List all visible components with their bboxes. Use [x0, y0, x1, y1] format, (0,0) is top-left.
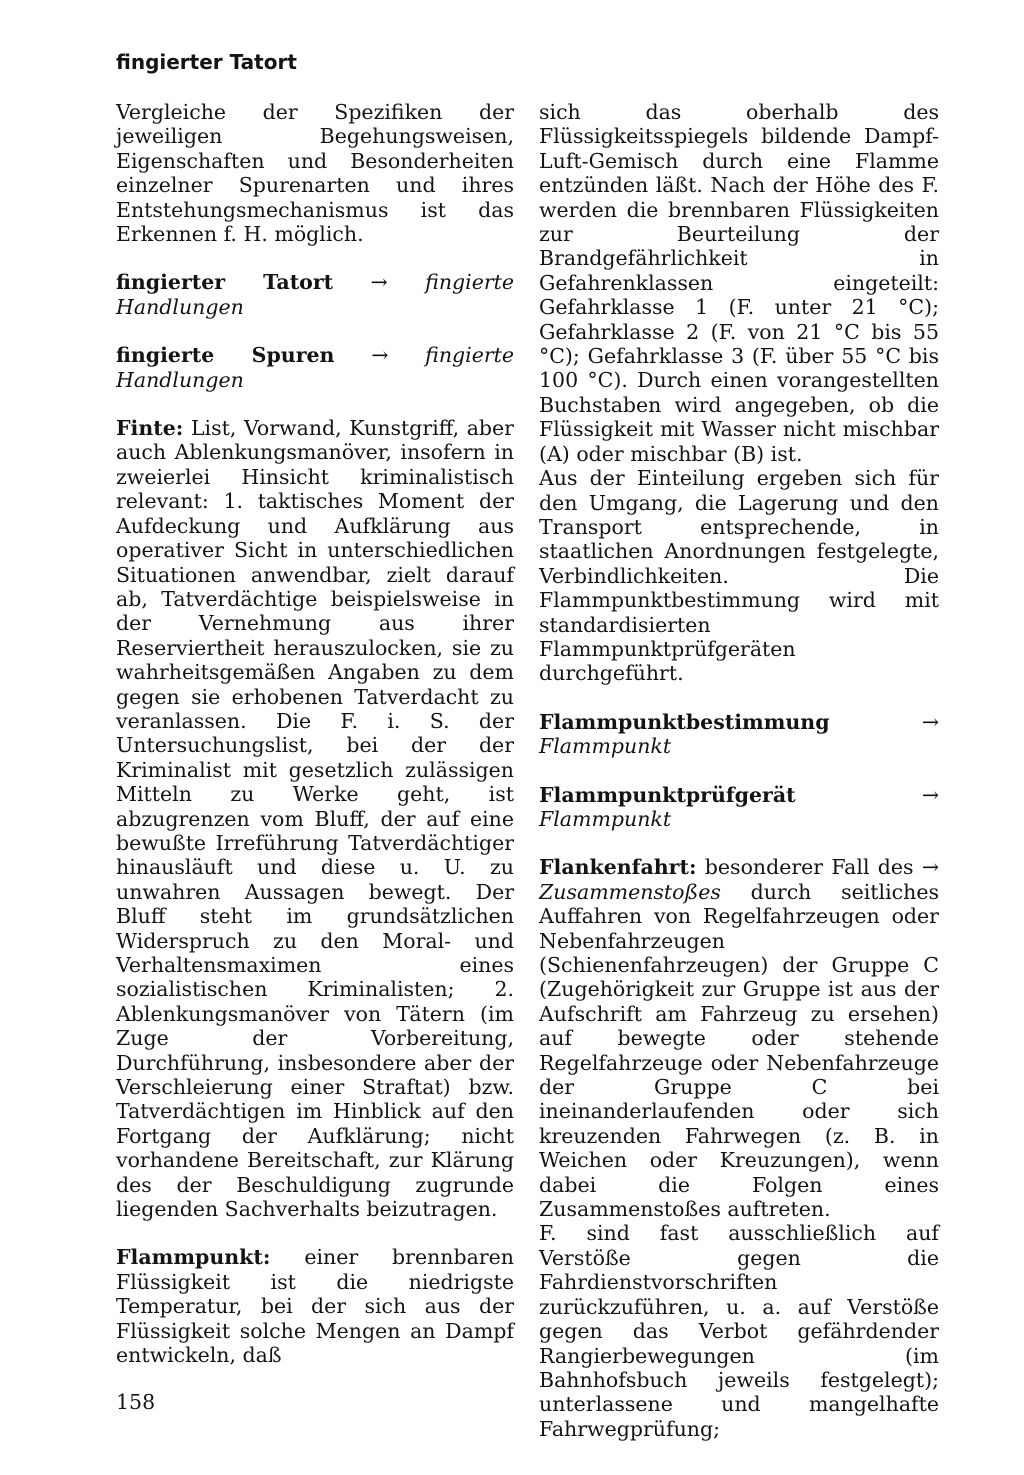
left-column — [116, 100, 514, 1368]
running-head: fingierter Tatort — [116, 50, 297, 74]
paragraph-flammpunkt-2: Aus der Einteilung ergeben sich für den Umgang, die Lagerung und den Transport entsprechende, in staatlichen Anordnungen festgelegte, Verbindlichkeiten. Die Flammpunktbestimmung wird mit standardisierten Flammpunktprüfgeräten durchgeführt. — [539, 466, 939, 686]
entry-flammpunktpruefgeraet — [539, 783, 939, 832]
lemma: Finte: — [116, 416, 184, 441]
entry-fingierte-spuren — [116, 343, 514, 392]
cross-reference-arrow: → — [921, 709, 939, 734]
entry-text: besonderer Fall des — [704, 855, 914, 880]
cross-reference: Flammpunkt — [539, 806, 672, 831]
cross-reference: fingierte Handlungen — [116, 343, 514, 392]
paragraph-flankenfahrt-2: F. sind fast ausschließlich auf Verstöße gegen die Fahrdienstvorschriften zurückzuführen, u. a. auf Verstöße gegen das Verbot gefährdender Rangierbewegungen (im Bahnhofsbuch jeweils festgelegt); unterlassene und mangelhafte Fahrwegprüfung; — [539, 1221, 939, 1441]
lemma: Flammpunkt: — [116, 1245, 271, 1270]
cross-reference: Zusammenstoßes — [539, 879, 721, 904]
cross-reference-arrow: → — [370, 270, 388, 295]
lemma: fingierte Spuren — [116, 343, 335, 368]
cross-reference-arrow: → — [371, 343, 389, 368]
lemma: Flankenfahrt: — [539, 855, 697, 880]
cross-reference-arrow: → — [921, 782, 939, 807]
entry-text: einer brennbaren Flüssigkeit ist die niedrigste Temperatur, bei der sich aus der Flüssigkeit solche Mengen an Dampf entwickeln, daß — [116, 1245, 514, 1368]
cross-reference: Flammpunkt — [539, 734, 672, 759]
right-column — [539, 100, 939, 1441]
paragraph-flammpunkt-continuation: sich das oberhalb des Flüssigkeitsspiegels bildende Dampf-Luft-Gemisch durch eine Flamme entzünden läßt. Nach der Höhe des F. werden die brennbaren Flüssigkeiten zur Beurteilung der Brandgefährlichkeit in Gefahrenklassen eingeteilt: Gefahrklasse 1 (F. unter 21 °C); Gefahrklasse 2 (F. von 21 °C bis 55 °C); Gefahrklasse 3 (F. über 55 °C bis 100 °C). Durch einen vorangestellten Buchstaben wird angegeben, ob die Flüssigkeit mit Wasser nicht mischbar (A) oder mischbar (B) ist. — [539, 100, 939, 466]
lemma: Flammpunktbestimmung — [539, 709, 830, 734]
entry-text: durch seitliches Auffahren von Regelfahrzeugen oder Nebenfahrzeugen (Schienenfahrzeugen) der Gruppe C (Zugehörigkeit zur Gruppe ist aus der Aufschrift am Fahrzeug zu ersehen) auf bewegte oder stehende Regelfahrzeuge oder Nebenfahrzeuge der Gruppe C bei ineinanderlaufenden oder sich kreuzenden Fahrwegen (z. B. in Weichen oder Kreuzungen), wenn dabei die Folgen eines Zusammenstoßes auftreten. — [539, 879, 939, 1222]
entry-finte — [116, 416, 514, 1221]
entry-flammpunktbestimmung — [539, 710, 939, 759]
cross-reference: fingierte Handlungen — [116, 270, 514, 319]
paragraph-f-h-continuation: Vergleiche der Spezifiken der jeweiligen Begehungsweisen, Eigenschaften und Besonderheiten einzelner Spurenarten und ihres Entstehungsmechanismus ist das Erkennen f. H. möglich. — [116, 100, 514, 247]
page-number: 158 — [116, 1390, 156, 1414]
entry-flammpunkt — [116, 1245, 514, 1367]
cross-reference-arrow: → — [921, 855, 939, 880]
entry-fingierter-tatort — [116, 270, 514, 319]
lemma: fingierter Tatort — [116, 270, 334, 295]
entry-text: List, Vorwand, Kunstgriff, aber auch Ablenkungsmanöver, insofern in zweierlei Hinsicht kriminalistisch relevant: 1. taktisches Moment der Aufdeckung und Aufklärung aus operativer Sicht in unterschiedlichen Situationen anwendbar, zielt darauf ab, Tatverdächtige beispielsweise in der Vernehmung aus ihrer Reserviertheit herauszulocken, sie zu wahrheitsgemäßen Angaben zu dem gegen sie erhobenen Tatverdacht zu veranlassen. Die F. i. S. der Untersuchungslist, bei der der Kriminalist mit gesetzlich zulässigen Mitteln zu Werke geht, ist abzugrenzen vom Bluff, der auf eine bewußte Irreführung Tatverdächtiger hinausläuft und diese u. U. zu unwahren Aussagen bewegt. Der Bluff steht im grundsätzlichen Widerspruch zu den Moral- und Verhaltensmaximen eines sozialistischen Kriminalisten; 2. Ablenkungsmanöver von Tätern (im Zuge der Vorbereitung, Durchführung, insbesondere aber der Verschleierung einer Straftat) bzw. Tatverdächtigen im Hinblick auf den Fortgang der Aufklärung; nicht vorhandene Bereitschaft, zur Klärung des der Beschuldigung zugrunde liegenden Sachverhalts beizutragen. — [116, 416, 514, 1222]
lemma: Flammpunktprüfgerät — [539, 782, 796, 807]
entry-flankenfahrt — [539, 855, 939, 1221]
